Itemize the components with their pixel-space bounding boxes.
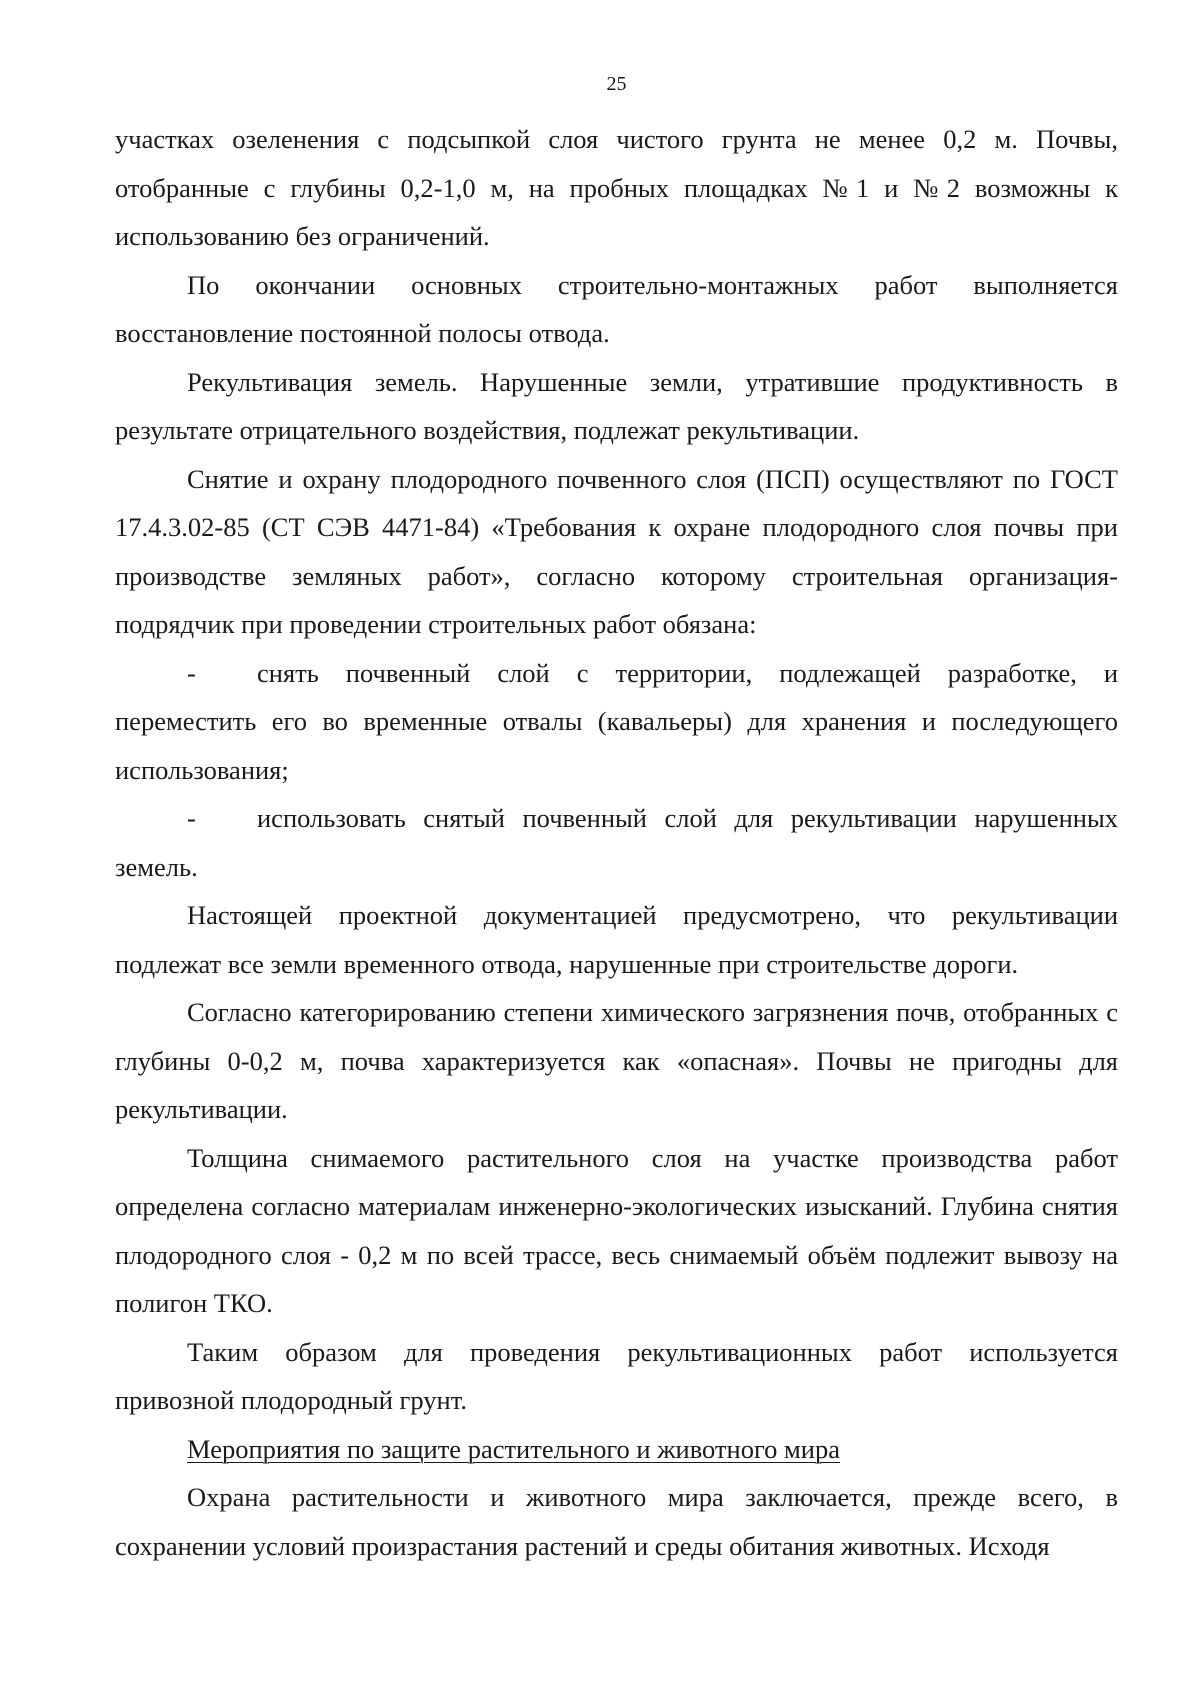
- paragraph-land-reclamation: Рекультивация земель. Нарушенные земли, утратившие продуктивность в результате отрицательного воздействия, подлежат рекультивации.: [115, 366, 1118, 445]
- list-item-text: снять почвенный слой с территории, подлежащей разработке, и переместить его во временные отвалы (кавальеры) для хранения и последующего использования;: [115, 657, 1118, 785]
- list-item: [115, 649, 1118, 795]
- paragraph-temporary-allotment: Настоящей проектной документацией предусмотрено, что рекультивации подлежат все земли временного отвода, нарушенные при строительстве дороги.: [115, 900, 1118, 979]
- section-heading-text: Мероприятия по защите растительного и животного мира: [187, 1433, 840, 1464]
- paragraph-imported-soil: Таким образом для проведения рекультивационных работ используется привозной плодородный грунт.: [115, 1336, 1118, 1415]
- section-heading: [115, 1425, 1118, 1474]
- bullet-dash: -: [187, 657, 196, 688]
- list-item-text: использовать снятый почвенный слой для рекультивации нарушенных земель.: [115, 803, 1118, 882]
- paragraph-flora-fauna-protection: Охрана растительности и животного мира заключается, прежде всего, в сохранении условий произрастания растений и среды обитания животных. Исходя: [115, 1482, 1118, 1561]
- document-body: [115, 115, 1118, 1570]
- paragraph-soil-contamination: Согласно категорированию степени химического загрязнения почв, отобранных с глубины 0-0,2 м, почва характеризуется как «опасная». Почвы не пригодны для рекультивации.: [115, 997, 1118, 1124]
- list-item: [115, 794, 1118, 891]
- page-number: 25: [606, 73, 627, 95]
- paragraph-topsoil-thickness: Толщина снимаемого растительного слоя на участке производства работ определена согласно материалам инженерно-экологических изысканий. Глубина снятия плодородного слоя - 0,2 м по всей трассе, весь снимаемый объём подлежит вывозу на полигон ТКО.: [115, 1142, 1118, 1318]
- paragraph-right-of-way: По окончании основных строительно-монтажных работ выполняется восстановление постоянной полосы отвода.: [115, 269, 1118, 348]
- paragraph-continuation: участках озеленения с подсыпкой слоя чистого грунта не менее 0,2 м. Почвы, отобранные с глубины 0,2-1,0 м, на пробных площадках №1 и №2 возможны к использованию без ограничений.: [115, 124, 1118, 251]
- paragraph-gost-requirements: Снятие и охрану плодородного почвенного слоя (ПСП) осуществляют по ГОСТ 17.4.3.02-85 (СТ СЭВ 4471-84) «Требования к охране плодородного слоя почвы при производстве земляных работ», согласно которому строительная организация-подрядчик при проведении строительных работ обязана:: [115, 463, 1118, 639]
- bullet-dash: -: [187, 803, 196, 833]
